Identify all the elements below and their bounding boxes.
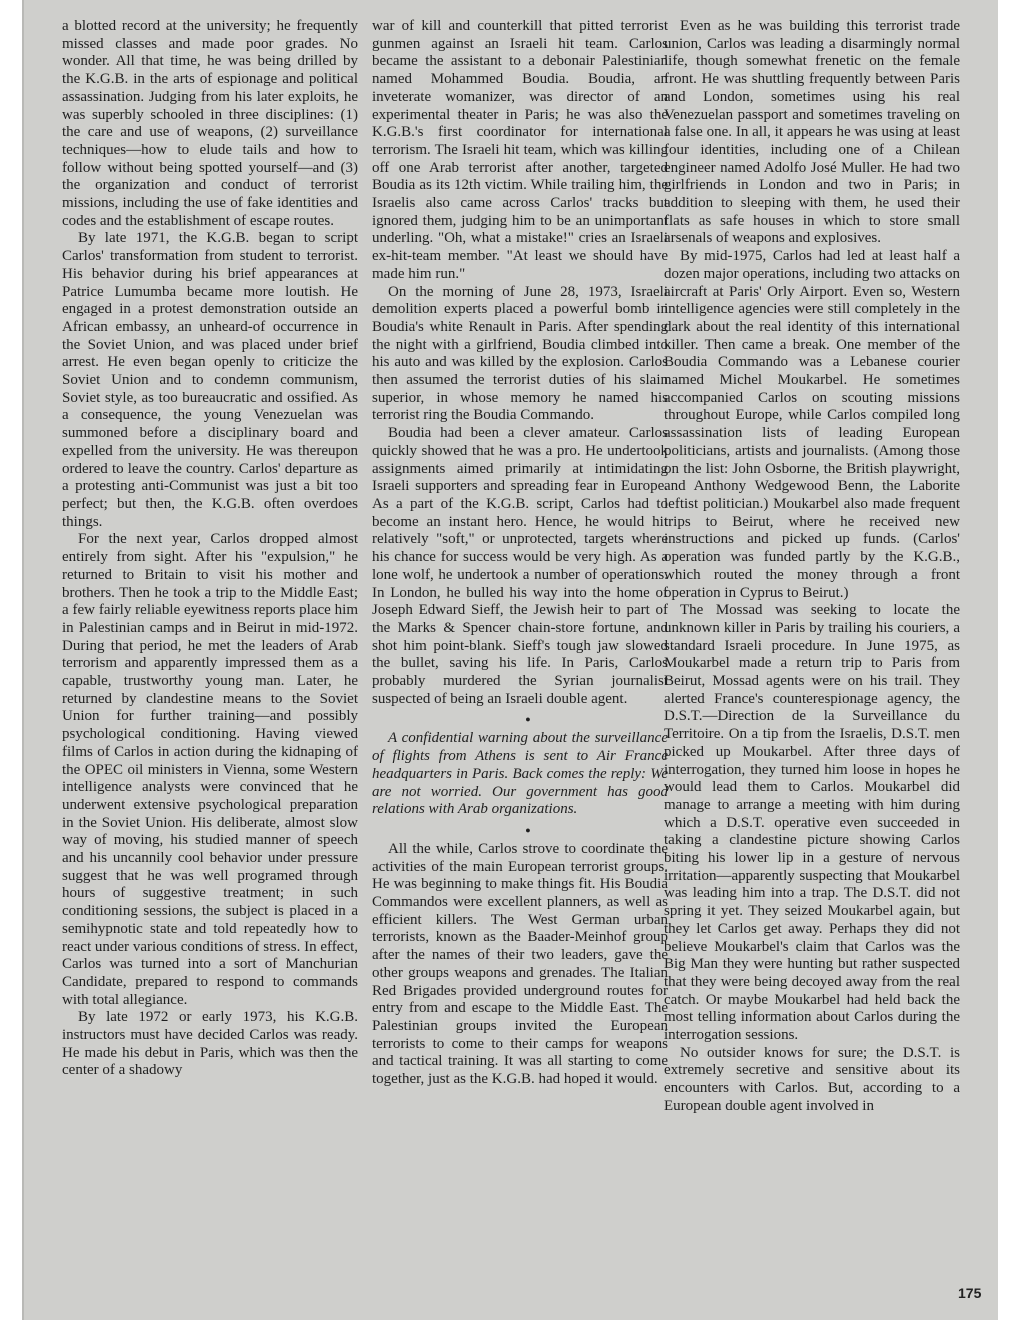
paragraph: The Mossad was seeking to locate the unknown killer in Paris by trailing his couriers, a standard Israeli procedure. In June 1975, as Moukarbel made a return trip to Paris from Beirut, Mossad agents were on his trail. They alerted France's counterespionage agency, the D.S.T.—Direction de la Surveillance du Territoire. On a tip from the Israelis, D.S.T. men picked up Moukarbel. After three days of interrogation, they turned him loose in hopes he would lead them to Carlos. Moukarbel did manage to arrange a meeting with him during which a D.S.T. operative even succeeded in taking a clandestine picture showing Carlos biting his lower lip in a gesture of nervous irritation—apparently suspecting that Moukarbel was leading him into a trap. The D.S.T. did not spring it yet. They seized Moukarbel again, but they let Carlos get away. Perhaps they did not believe Moukarbel's claim that Carlos was the Big Man they were hunting but rather suspected that they were being decoyed away from the real catch. Or maybe Moukarbel had held back the most telling information about Carlos during the interrogation sessions. <box>664 602 960 1044</box>
text-column-3 <box>664 18 960 1116</box>
section-bullet: ● <box>525 714 531 725</box>
paragraph: By late 1971, the K.G.B. began to script Carlos' transformation from student to terrorist. His behavior during his brief appearances at Patrice Lumumba became more loutish. He engaged in a protest demonstration outside an African embassy, an unheard-of occurrence in the Soviet Union, and was placed under brief arrest. He even began openly to criticize the Soviet Union and to condemn communism, Soviet style, as too bureaucratic and ossified. As a consequence, the young Venezuelan was summoned before a disciplinary board and expelled from the university. He was thereupon ordered to leave the country. Carlos' departure as a protesting anti-Communist was just a bit too perfect; but then, the K.G.B. often overdoes things. <box>62 230 358 530</box>
paragraph: By late 1972 or early 1973, his K.G.B. instructors must have decided Carlos was ready. He made his debut in Paris, which was then the center of a shadowy <box>62 1009 358 1079</box>
italic-note: A confidential warning about the surveillance of flights from Athens is sent to Air France headquarters in Paris. Back comes the reply: We are not worried. Our government has good relations with Arab organizations. <box>372 730 668 818</box>
text-column-2 <box>372 18 668 1089</box>
paragraph: For the next year, Carlos dropped almost entirely from sight. After his "expulsion," he returned to Britain to visit his mother and brothers. Then he took a trip to the Middle East; a few fairly reliable eyewitness reports place him in Palestinian camps and in Beirut in mid-1972. During that period, he met the leaders of Arab terrorism and apparently impressed them as a capable, trustworthy young man. Later, he returned by clandestine means to the Soviet Union for further training—and possibly psychological conditioning. Having viewed films of Carlos in action during the kidnaping of the OPEC oil ministers in Vienna, some Western intelligence analysts were convinced that he underwent extensive psychological preparation in the Soviet Union. His deliberate, almost slow way of moving, his studied manner of speech and his uncannily cool behavior under pressure suggest that he was well programed through hours of suggestive treatment; in such conditioning sessions, the subject is placed in a semihypnotic state and told repeatedly how to react under various conditions of stress. In effect, Carlos was turned into a sort of Manchurian Candidate, prepared to respond to commands with total allegiance. <box>62 531 358 1008</box>
paragraph: On the morning of June 28, 1973, Israeli demolition experts placed a powerful bomb in Boudia's white Renault in Paris. After spending the night with a girlfriend, Boudia climbed into his auto and was killed by the explosion. Carlos then assumed the terrorist duties of his slain superior, in whose memory he named his terrorist ring the Boudia Commando. <box>372 283 668 424</box>
paragraph: No outsider knows for sure; the D.S.T. is extremely secretive and sensitive about its encounters with Carlos. But, according to a European double agent involved in <box>664 1044 960 1114</box>
paragraph: war of kill and counterkill that pitted terrorist gunmen against an Israeli hit team. Carlos became the assistant to a debonair Palestinian named Mohammed Boudia. Boudia, an inveterate womanizer, was director of an experimental theater in Paris; he was also the K.G.B.'s first coordinator for international terrorism. The Israeli hit team, which was killing off one Arab terrorist after another, targeted Boudia as its 12th victim. While trailing him, the Israelis also came across Carlos' tracks but ignored them, judging him to be an unimportant underling. "Oh, what a mistake!" cries an Israeli ex-hit-team member. "At least we should have made him run." <box>372 18 668 282</box>
paragraph: All the while, Carlos strove to coordinate the activities of the main European terrorist groups. He was beginning to make things fit. His Boudia Commandos were excellent planners, as well as efficient killers. The West German urban terrorists, known as the Baader-Meinhof group after the names of their two leaders, gave the other groups weapons and grenades. The Italian Red Brigades provided underground routes for entry from and escape to the Middle East. The Palestinian groups invited the European terrorists to come to their camps for weapons and tactical training. It was all starting to come together, just as the K.G.B. had hoped it would. <box>372 840 668 1088</box>
text-column-1 <box>62 18 358 1080</box>
section-bullet: ● <box>525 824 531 835</box>
paragraph: Boudia had been a clever amateur. Carlos quickly showed that he was a pro. He undertook assignments aimed primarily at intimidating Israeli supporters and spreading fear in Europe. As a part of the K.G.B. script, Carlos had to become an instant hero. Hence, he would hit relatively "soft," or unprotected, targets where his chance for success would be very high. As a lone wolf, he undertook a number of operations. In London, he bulled his way into the home of Joseph Edward Sieff, the Jewish heir to part of the Marks & Spencer chain-store fortune, and shot him point-blank. Sieff's tough jaw slowed the bullet, saving his life. In Paris, Carlos probably murdered the Syrian journalist suspected of being an Israeli double agent. <box>372 425 668 707</box>
page-number: 175 <box>958 1285 982 1301</box>
paragraph: By mid-1975, Carlos had led at least half a dozen major operations, including two attacks on aircraft at Paris' Orly Airport. Even so, Western intelligence agencies were still completely in the dark about the real identity of this international killer. Then came a break. One member of the Boudia Commando was a Lebanese courier named Michel Moukarbel. He sometimes accompanied Carlos on scouting missions throughout Europe, while Carlos compiled long assassination lists of leading European politicians, artists and journalists. (Among those on the list: John Osborne, the British playwright, and Anthony Wedgewood Benn, the Laborite leftist politician.) Moukarbel also made frequent trips to Beirut, where he received new instructions and picked up funds. (Carlos' operation was funded partly by the K.G.B., which routed the money through a front operation in Cyprus to Beirut.) <box>664 248 960 601</box>
magazine-page <box>22 0 998 1320</box>
paragraph: Even as he was building this terrorist trade union, Carlos was leading a disarmingly normal life, though somewhat frenetic on the female front. He was shuttling frequently between Paris and London, sometimes using his real Venezuelan passport and sometimes traveling on a false one. In all, it appears he was using at least four identities, including one of a Chilean engineer named Adolfo José Muller. He had two girlfriends in London and two in Paris; in addition to sleeping with them, he used their flats as safe houses in which to store small arsenals of weapons and explosives. <box>664 18 960 247</box>
paragraph: a blotted record at the university; he frequently missed classes and made poor grades. No wonder. All that time, he was being drilled by the K.G.B. in the arts of espionage and political assassination. Judging from his later exploits, he was superbly schooled in three disciplines: (1) the care and use of weapons, (2) surveillance techniques—how to elude tails and how to follow without being spotted yourself—and (3) the organization and conduct of terrorist missions, including the use of fake identities and codes and the establishment of escape routes. <box>62 18 358 229</box>
